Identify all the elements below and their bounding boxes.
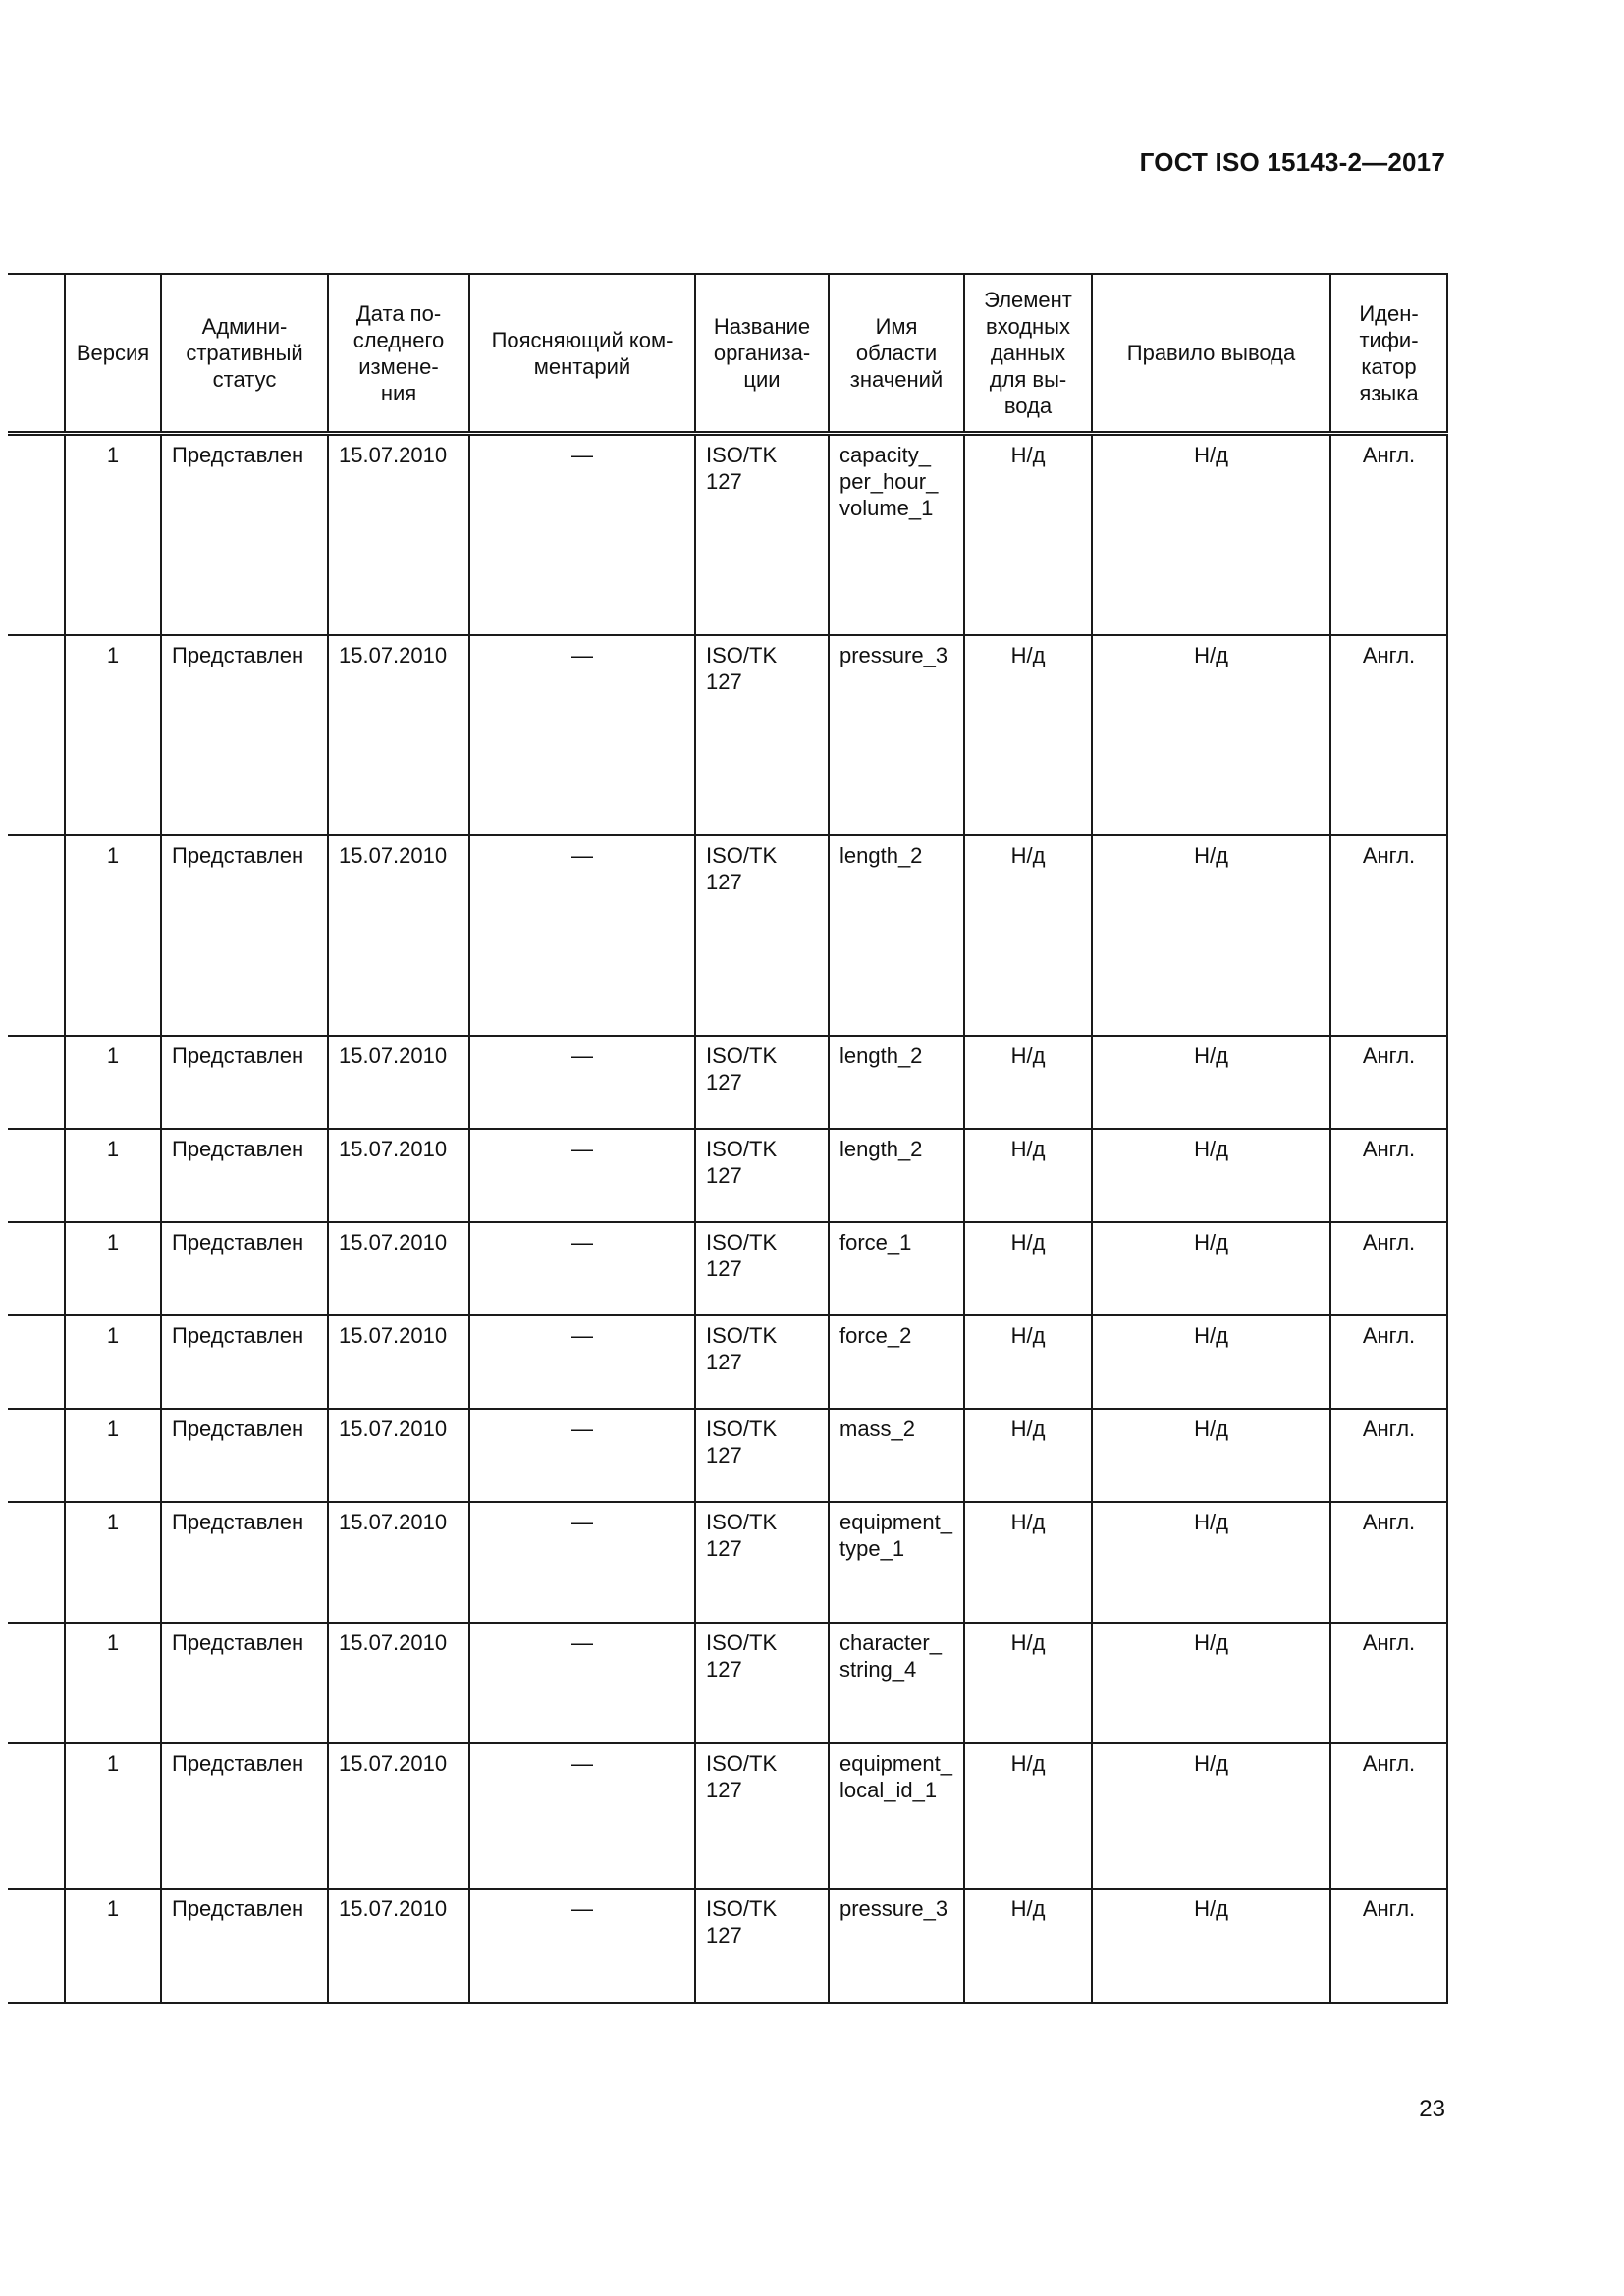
cell-line: 127 bbox=[706, 1070, 742, 1095]
cell-line: ISO/TK bbox=[706, 1896, 778, 1921]
cell-value-domain-name bbox=[829, 1129, 964, 1222]
cell-organization-name bbox=[695, 1502, 829, 1623]
table-row bbox=[8, 1502, 1447, 1623]
cell-last-change-date: 15.07.2010 bbox=[328, 1222, 469, 1315]
column-header-organization-name bbox=[695, 274, 829, 434]
cell-version: 1 bbox=[65, 1222, 161, 1315]
row-spacer-cell bbox=[8, 835, 65, 1036]
cell-line: character_ bbox=[839, 1630, 942, 1655]
data-table bbox=[8, 273, 1448, 2004]
cell-organization-name bbox=[695, 1315, 829, 1409]
cell-admin-status: Представлен bbox=[161, 1623, 328, 1743]
cell-line: 127 bbox=[706, 1657, 742, 1682]
row-spacer-cell bbox=[8, 1315, 65, 1409]
cell-last-change-date: 15.07.2010 bbox=[328, 1129, 469, 1222]
cell-explanatory-comment: — bbox=[469, 1889, 695, 2003]
cell-value-domain-name bbox=[829, 1409, 964, 1502]
cell-language-id: Англ. bbox=[1330, 434, 1447, 636]
cell-line: equipment_ bbox=[839, 1751, 952, 1776]
cell-version: 1 bbox=[65, 1315, 161, 1409]
cell-derivation-rule: Н/д bbox=[1092, 1129, 1330, 1222]
cell-line: pressure_3 bbox=[839, 643, 948, 667]
cell-explanatory-comment: — bbox=[469, 635, 695, 835]
cell-version: 1 bbox=[65, 1502, 161, 1623]
cell-explanatory-comment: — bbox=[469, 1502, 695, 1623]
cell-organization-name bbox=[695, 1129, 829, 1222]
column-header-line: тифи- bbox=[1359, 327, 1419, 352]
cell-value-domain-name bbox=[829, 635, 964, 835]
cell-admin-status: Представлен bbox=[161, 1502, 328, 1623]
cell-input-data-element: Н/д bbox=[964, 1315, 1092, 1409]
column-header-line: языка bbox=[1359, 380, 1419, 405]
column-header-line: измене- bbox=[358, 353, 439, 379]
cell-line: length_2 bbox=[839, 843, 923, 868]
row-spacer-cell bbox=[8, 1623, 65, 1743]
cell-organization-name bbox=[695, 835, 829, 1036]
cell-input-data-element: Н/д bbox=[964, 1623, 1092, 1743]
column-header-line: следнего bbox=[352, 327, 445, 352]
cell-value-domain-name bbox=[829, 1222, 964, 1315]
cell-value-domain-name bbox=[829, 1623, 964, 1743]
cell-version: 1 bbox=[65, 1743, 161, 1889]
header-spacer-cell bbox=[8, 274, 65, 434]
cell-input-data-element: Н/д bbox=[964, 1743, 1092, 1889]
cell-last-change-date: 15.07.2010 bbox=[328, 1889, 469, 2003]
cell-derivation-rule: Н/д bbox=[1092, 1743, 1330, 1889]
cell-line: 127 bbox=[706, 1443, 742, 1468]
table-header-row bbox=[8, 274, 1447, 434]
cell-line: ISO/TK bbox=[706, 843, 778, 868]
cell-last-change-date: 15.07.2010 bbox=[328, 835, 469, 1036]
cell-admin-status: Представлен bbox=[161, 1129, 328, 1222]
cell-organization-name bbox=[695, 434, 829, 636]
column-header-line: входных bbox=[986, 314, 1070, 339]
column-header-line: Имя bbox=[875, 314, 918, 339]
cell-derivation-rule: Н/д bbox=[1092, 1315, 1330, 1409]
table-row bbox=[8, 835, 1447, 1036]
cell-value-domain-name bbox=[829, 1743, 964, 1889]
cell-organization-name bbox=[695, 1036, 829, 1129]
column-header-admin-status bbox=[161, 274, 328, 434]
table-row bbox=[8, 1129, 1447, 1222]
cell-last-change-date: 15.07.2010 bbox=[328, 434, 469, 636]
cell-input-data-element: Н/д bbox=[964, 1889, 1092, 2003]
cell-last-change-date: 15.07.2010 bbox=[328, 635, 469, 835]
table-row bbox=[8, 635, 1447, 835]
cell-admin-status: Представлен bbox=[161, 1889, 328, 2003]
cell-line: volume_1 bbox=[839, 496, 934, 520]
cell-input-data-element: Н/д bbox=[964, 1502, 1092, 1623]
cell-line: capacity_ bbox=[839, 443, 931, 467]
cell-line: force_1 bbox=[839, 1230, 912, 1255]
cell-line: ISO/TK bbox=[706, 1043, 778, 1068]
cell-last-change-date: 15.07.2010 bbox=[328, 1623, 469, 1743]
cell-admin-status: Представлен bbox=[161, 434, 328, 636]
cell-line: 127 bbox=[706, 669, 742, 694]
cell-line: 127 bbox=[706, 1923, 742, 1948]
cell-admin-status: Представлен bbox=[161, 1409, 328, 1502]
column-header-line: Элемент bbox=[984, 288, 1072, 312]
cell-line: per_hour_ bbox=[839, 469, 939, 494]
cell-admin-status: Представлен bbox=[161, 635, 328, 835]
cell-admin-status: Представлен bbox=[161, 1222, 328, 1315]
cell-explanatory-comment: — bbox=[469, 1036, 695, 1129]
cell-admin-status: Представлен bbox=[161, 1743, 328, 1889]
column-header-line: ментарий bbox=[533, 353, 631, 379]
table-row bbox=[8, 1743, 1447, 1889]
cell-line: 127 bbox=[706, 1778, 742, 1802]
cell-explanatory-comment: — bbox=[469, 1409, 695, 1502]
column-header-line: значений bbox=[849, 367, 944, 392]
cell-admin-status: Представлен bbox=[161, 1315, 328, 1409]
table-row bbox=[8, 1222, 1447, 1315]
cell-line: pressure_3 bbox=[839, 1896, 948, 1921]
cell-organization-name bbox=[695, 1889, 829, 2003]
column-header-language-id bbox=[1330, 274, 1447, 434]
cell-input-data-element: Н/д bbox=[964, 1222, 1092, 1315]
column-header-value-domain-name bbox=[829, 274, 964, 434]
cell-input-data-element: Н/д bbox=[964, 1036, 1092, 1129]
cell-explanatory-comment: — bbox=[469, 835, 695, 1036]
column-header-input-data-element bbox=[964, 274, 1092, 434]
cell-line: mass_2 bbox=[839, 1416, 916, 1441]
column-header-line: данных bbox=[990, 341, 1066, 365]
column-header-explanatory-comment bbox=[469, 274, 695, 434]
cell-organization-name bbox=[695, 1409, 829, 1502]
row-spacer-cell bbox=[8, 1502, 65, 1623]
cell-line: 127 bbox=[706, 1536, 742, 1561]
cell-line: ISO/TK bbox=[706, 1230, 778, 1255]
cell-version: 1 bbox=[65, 1623, 161, 1743]
cell-line: ISO/TK bbox=[706, 1510, 778, 1534]
cell-line: string_4 bbox=[839, 1657, 917, 1682]
row-spacer-cell bbox=[8, 1222, 65, 1315]
cell-line: 127 bbox=[706, 1256, 742, 1281]
cell-line: ISO/TK bbox=[706, 643, 778, 667]
cell-line: 127 bbox=[706, 870, 742, 894]
cell-version: 1 bbox=[65, 835, 161, 1036]
cell-line: 127 bbox=[706, 1163, 742, 1188]
cell-value-domain-name bbox=[829, 434, 964, 636]
table-row bbox=[8, 1623, 1447, 1743]
cell-derivation-rule: Н/д bbox=[1092, 1623, 1330, 1743]
cell-derivation-rule: Н/д bbox=[1092, 1502, 1330, 1623]
cell-last-change-date: 15.07.2010 bbox=[328, 1315, 469, 1409]
cell-input-data-element: Н/д bbox=[964, 635, 1092, 835]
cell-line: length_2 bbox=[839, 1043, 923, 1068]
table-row bbox=[8, 1409, 1447, 1502]
cell-language-id: Англ. bbox=[1330, 1315, 1447, 1409]
document-header: ГОСТ ISO 15143-2—2017 bbox=[1139, 147, 1445, 177]
cell-derivation-rule: Н/д bbox=[1092, 434, 1330, 636]
cell-line: type_1 bbox=[839, 1536, 905, 1561]
cell-derivation-rule: Н/д bbox=[1092, 1222, 1330, 1315]
column-header-line: Дата по- bbox=[355, 300, 442, 326]
cell-last-change-date: 15.07.2010 bbox=[328, 1036, 469, 1129]
table-row bbox=[8, 1036, 1447, 1129]
cell-explanatory-comment: — bbox=[469, 1222, 695, 1315]
cell-organization-name bbox=[695, 1222, 829, 1315]
cell-value-domain-name bbox=[829, 1889, 964, 2003]
column-header-line: статус bbox=[212, 367, 277, 392]
cell-line: 127 bbox=[706, 469, 742, 494]
column-header-line: организа- bbox=[713, 341, 811, 365]
column-header-line: катор bbox=[1361, 353, 1417, 379]
column-header-line: Название bbox=[713, 314, 811, 339]
cell-language-id: Англ. bbox=[1330, 835, 1447, 1036]
column-header-version bbox=[65, 274, 161, 434]
cell-value-domain-name bbox=[829, 1315, 964, 1409]
row-spacer-cell bbox=[8, 1036, 65, 1129]
cell-version: 1 bbox=[65, 434, 161, 636]
cell-derivation-rule: Н/д bbox=[1092, 1036, 1330, 1129]
cell-language-id: Англ. bbox=[1330, 1036, 1447, 1129]
column-header-line: Правило вывода bbox=[1126, 341, 1296, 365]
cell-last-change-date: 15.07.2010 bbox=[328, 1743, 469, 1889]
cell-language-id: Англ. bbox=[1330, 1623, 1447, 1743]
column-header-line: Версия bbox=[76, 341, 150, 365]
row-spacer-cell bbox=[8, 1889, 65, 2003]
cell-organization-name bbox=[695, 1743, 829, 1889]
cell-value-domain-name bbox=[829, 1036, 964, 1129]
cell-admin-status: Представлен bbox=[161, 835, 328, 1036]
cell-version: 1 bbox=[65, 1036, 161, 1129]
cell-input-data-element: Н/д bbox=[964, 835, 1092, 1036]
cell-explanatory-comment: — bbox=[469, 1315, 695, 1409]
cell-derivation-rule: Н/д bbox=[1092, 835, 1330, 1036]
cell-line: equipment_ bbox=[839, 1510, 952, 1534]
cell-version: 1 bbox=[65, 1409, 161, 1502]
cell-explanatory-comment: — bbox=[469, 1743, 695, 1889]
cell-organization-name bbox=[695, 1623, 829, 1743]
cell-language-id: Англ. bbox=[1330, 1502, 1447, 1623]
column-header-line: вода bbox=[1003, 394, 1053, 418]
cell-explanatory-comment: — bbox=[469, 1623, 695, 1743]
cell-derivation-rule: Н/д bbox=[1092, 635, 1330, 835]
cell-last-change-date: 15.07.2010 bbox=[328, 1409, 469, 1502]
cell-version: 1 bbox=[65, 1889, 161, 2003]
column-header-line: для вы- bbox=[989, 367, 1067, 392]
row-spacer-cell bbox=[8, 1743, 65, 1889]
column-header-line: стративный bbox=[186, 341, 303, 365]
column-header-line: области bbox=[855, 341, 938, 365]
cell-value-domain-name bbox=[829, 835, 964, 1036]
cell-line: length_2 bbox=[839, 1137, 923, 1161]
row-spacer-cell bbox=[8, 635, 65, 835]
cell-derivation-rule: Н/д bbox=[1092, 1889, 1330, 2003]
cell-last-change-date: 15.07.2010 bbox=[328, 1502, 469, 1623]
cell-language-id: Англ. bbox=[1330, 635, 1447, 835]
cell-explanatory-comment: — bbox=[469, 434, 695, 636]
cell-explanatory-comment: — bbox=[469, 1129, 695, 1222]
column-header-last-change-date bbox=[328, 274, 469, 434]
table-body bbox=[8, 434, 1447, 2004]
cell-line: 127 bbox=[706, 1350, 742, 1374]
table-row bbox=[8, 434, 1447, 636]
cell-derivation-rule: Н/д bbox=[1092, 1409, 1330, 1502]
column-header-line: Админи- bbox=[201, 314, 288, 339]
table-row bbox=[8, 1889, 1447, 2003]
cell-language-id: Англ. bbox=[1330, 1743, 1447, 1889]
cell-line: ISO/TK bbox=[706, 1751, 778, 1776]
row-spacer-cell bbox=[8, 1409, 65, 1502]
cell-admin-status: Представлен bbox=[161, 1036, 328, 1129]
page-number: 23 bbox=[1419, 2096, 1445, 2122]
table-row bbox=[8, 1315, 1447, 1409]
cell-line: local_id_1 bbox=[839, 1778, 938, 1802]
cell-language-id: Англ. bbox=[1330, 1409, 1447, 1502]
cell-input-data-element: Н/д bbox=[964, 1409, 1092, 1502]
column-header-line: Поясняющий ком- bbox=[491, 327, 674, 352]
column-header-line: Иден- bbox=[1359, 300, 1419, 326]
row-spacer-cell bbox=[8, 434, 65, 636]
cell-input-data-element: Н/д bbox=[964, 1129, 1092, 1222]
cell-line: ISO/TK bbox=[706, 443, 778, 467]
cell-organization-name bbox=[695, 635, 829, 835]
cell-line: ISO/TK bbox=[706, 1137, 778, 1161]
cell-line: ISO/TK bbox=[706, 1630, 778, 1655]
column-header-line: ния bbox=[380, 380, 417, 405]
cell-language-id: Англ. bbox=[1330, 1129, 1447, 1222]
cell-line: force_2 bbox=[839, 1323, 912, 1348]
row-spacer-cell bbox=[8, 1129, 65, 1222]
cell-line: ISO/TK bbox=[706, 1416, 778, 1441]
cell-language-id: Англ. bbox=[1330, 1889, 1447, 2003]
cell-line: ISO/TK bbox=[706, 1323, 778, 1348]
cell-input-data-element: Н/д bbox=[964, 434, 1092, 636]
cell-language-id: Англ. bbox=[1330, 1222, 1447, 1315]
cell-version: 1 bbox=[65, 1129, 161, 1222]
column-header-derivation-rule bbox=[1092, 274, 1330, 434]
column-header-line: ции bbox=[743, 367, 781, 392]
cell-value-domain-name bbox=[829, 1502, 964, 1623]
cell-version: 1 bbox=[65, 635, 161, 835]
